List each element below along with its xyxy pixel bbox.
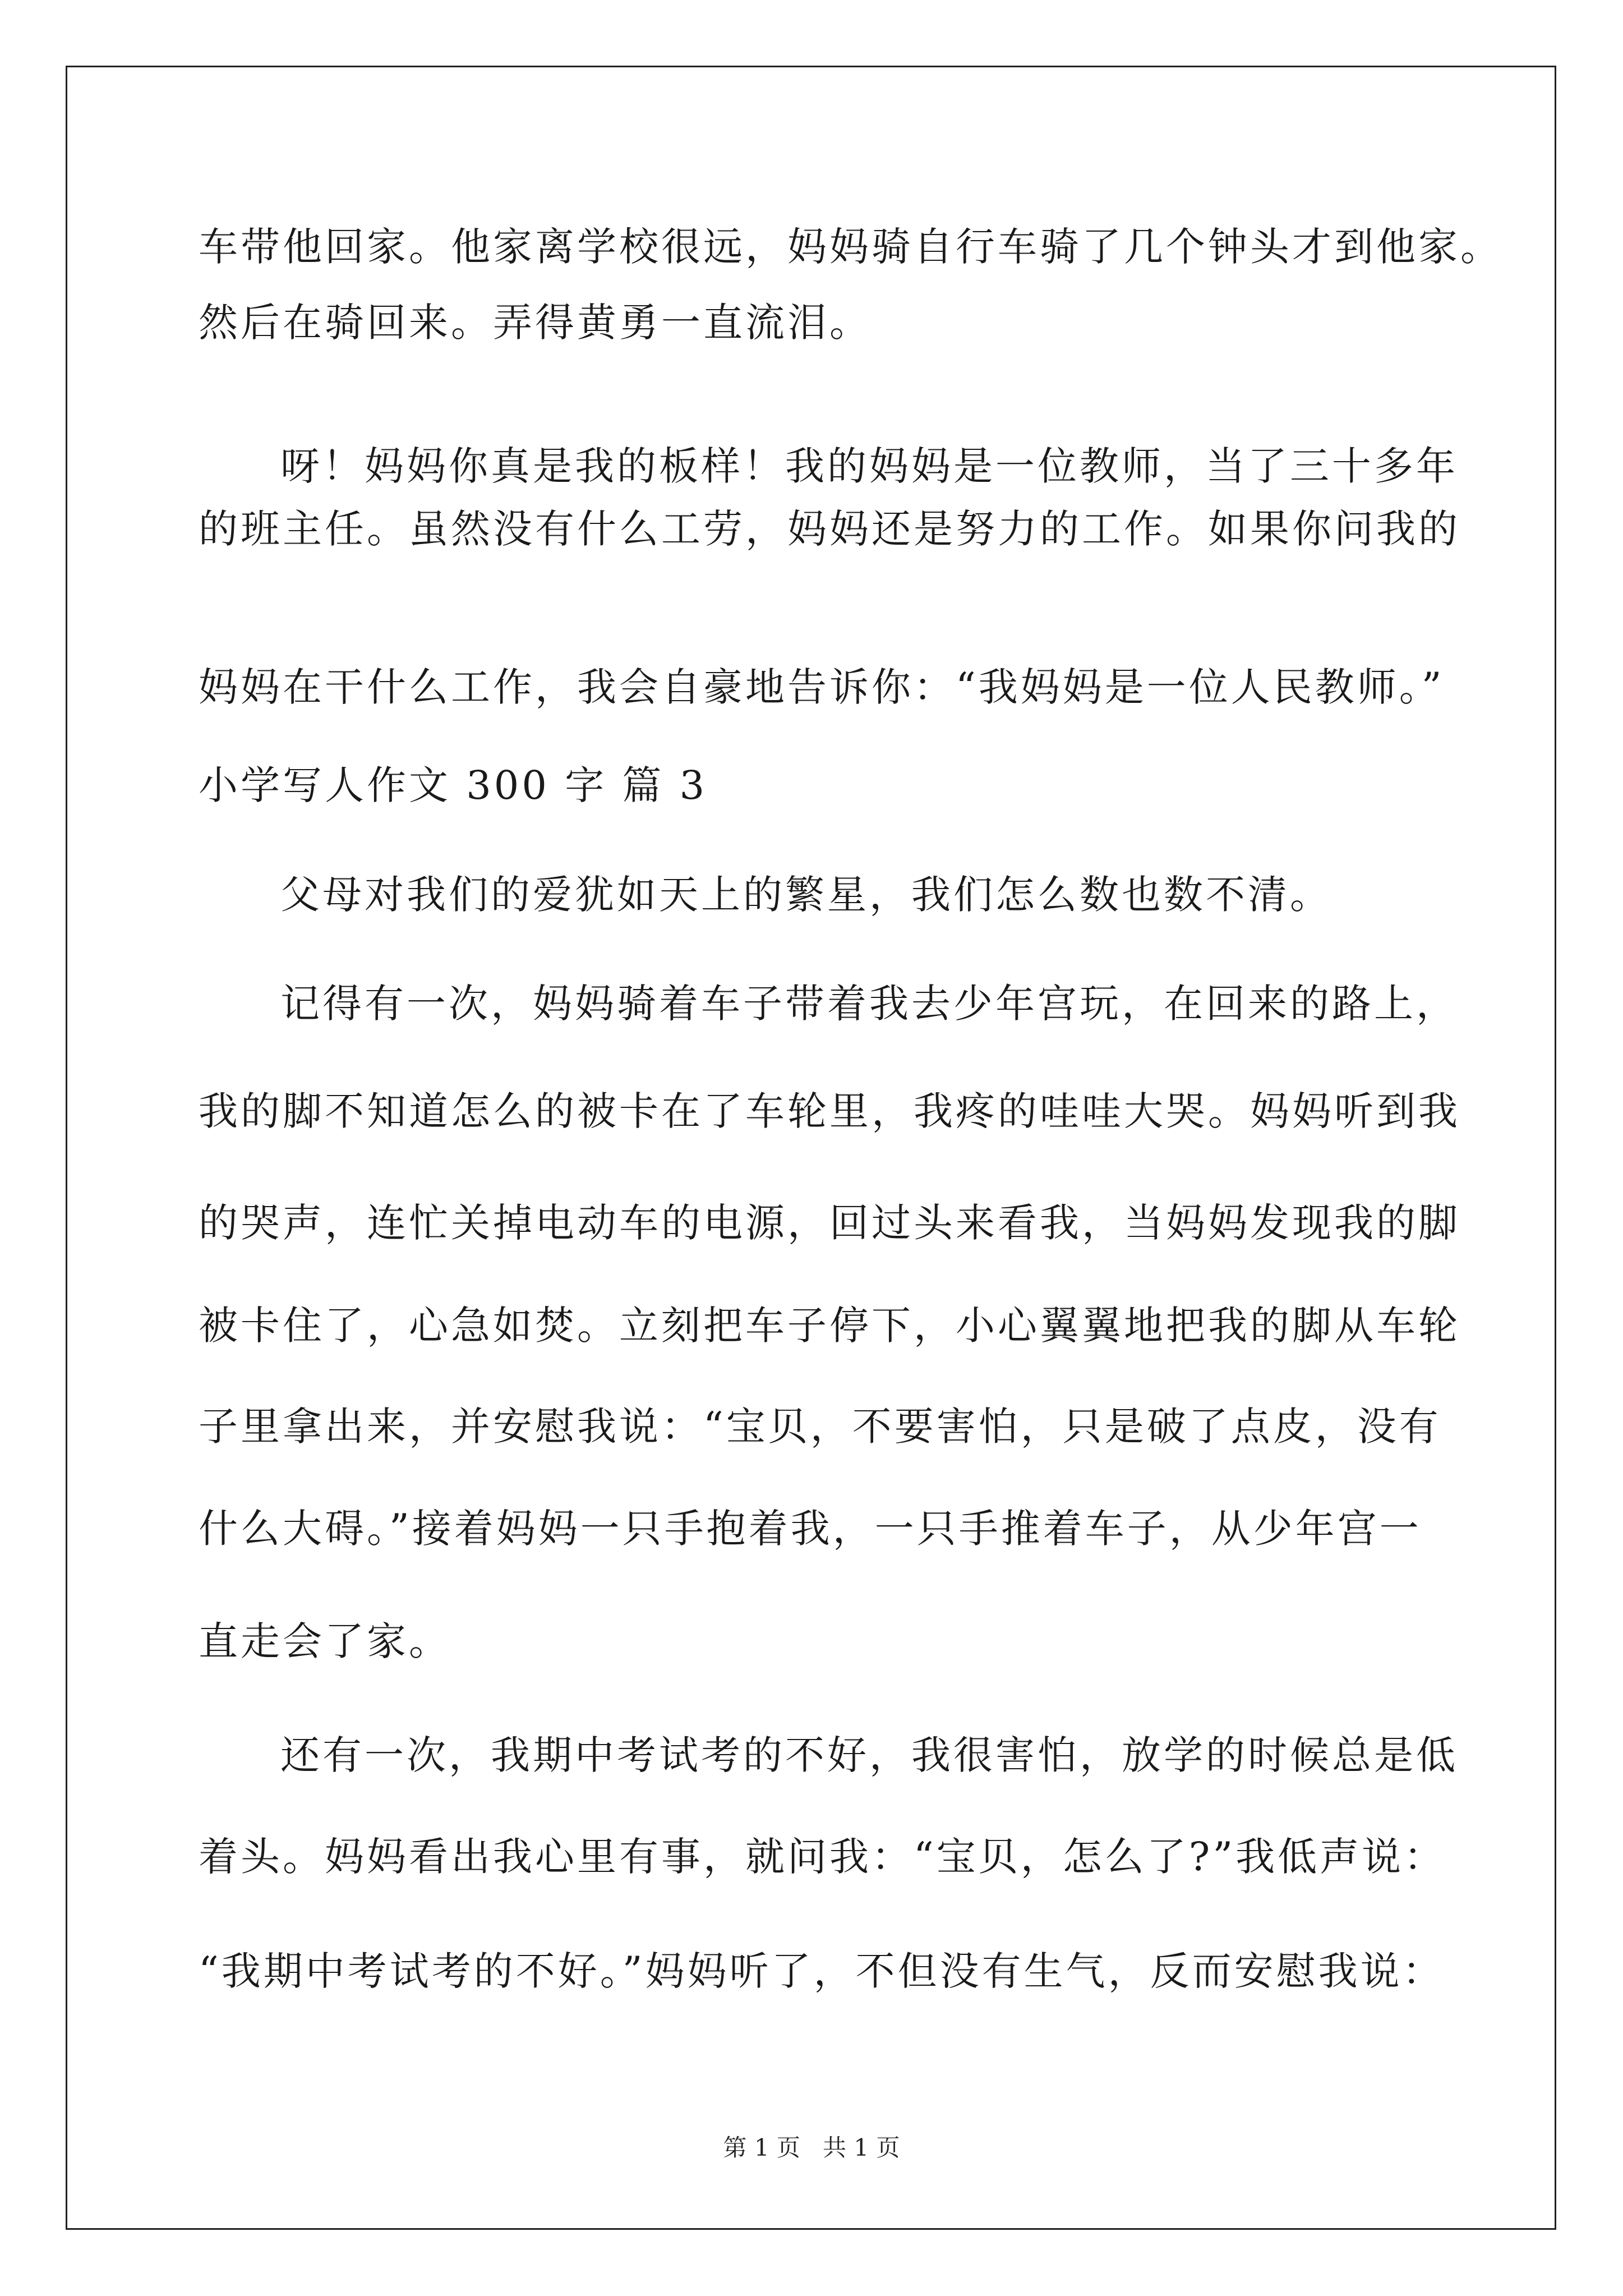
body-line-5: 妈妈在干什么工作，我会自豪地告诉你：“我妈妈是一位人民教师。” bbox=[199, 664, 1445, 710]
body-line-17: “我期中考试考的不好。”妈妈听了，不但没有生气，反而安慰我说： bbox=[199, 1948, 1445, 1994]
section-heading: 小学写人作文 300 字 篇 3 bbox=[199, 762, 708, 808]
body-line-2: 然后在骑回来。弄得黄勇一直流泪。 bbox=[199, 300, 872, 346]
paragraph-start-line: 还有一次，我期中考试考的不好，我很害怕，放学的时候总是低 bbox=[280, 1732, 1458, 1778]
body-line-16: 着头。妈妈看出我心里有事，就问我：“宝贝，怎么了?”我低声说： bbox=[199, 1834, 1446, 1880]
paragraph-start-line: 呀！妈妈你真是我的板样！我的妈妈是一位教师，当了三十多年 bbox=[280, 443, 1458, 489]
paragraph-start-line: 记得有一次，妈妈骑着车子带着我去少年宫玩，在回来的路上， bbox=[280, 981, 1458, 1027]
body-line-4: 的班主任。虽然没有什么工劳，妈妈还是努力的工作。如果你问我的 bbox=[199, 506, 1460, 552]
body-line-10: 的哭声，连忙关掉电动车的电源，回过头来看我，当妈妈发现我的脚 bbox=[199, 1200, 1460, 1246]
body-line-12: 子里拿出来，并安慰我说：“宝贝，不要害怕，只是破了点皮，没有 bbox=[199, 1404, 1441, 1450]
body-line-9: 我的脚不知道怎么的被卡在了车轮里，我疼的哇哇大哭。妈妈听到我 bbox=[199, 1088, 1460, 1134]
paragraph-start-line: 父母对我们的爱犹如天上的繁星，我们怎么数也数不清。 bbox=[280, 872, 1332, 918]
page-border bbox=[66, 66, 1556, 2230]
body-line-1: 车带他回家。他家离学校很远，妈妈骑自行车骑了几个钟头才到他家。 bbox=[199, 224, 1502, 270]
page-footer: 第 1 页 共 1 页 bbox=[723, 2134, 900, 2161]
body-line-11: 被卡住了，心急如焚。立刻把车子停下，小心翼翼地把我的脚从车轮 bbox=[199, 1303, 1460, 1349]
body-line-13: 什么大碍。”接着妈妈一只手抱着我，一只手推着车子，从少年宫一 bbox=[199, 1506, 1422, 1552]
body-line-14: 直走会了家。 bbox=[199, 1618, 451, 1664]
